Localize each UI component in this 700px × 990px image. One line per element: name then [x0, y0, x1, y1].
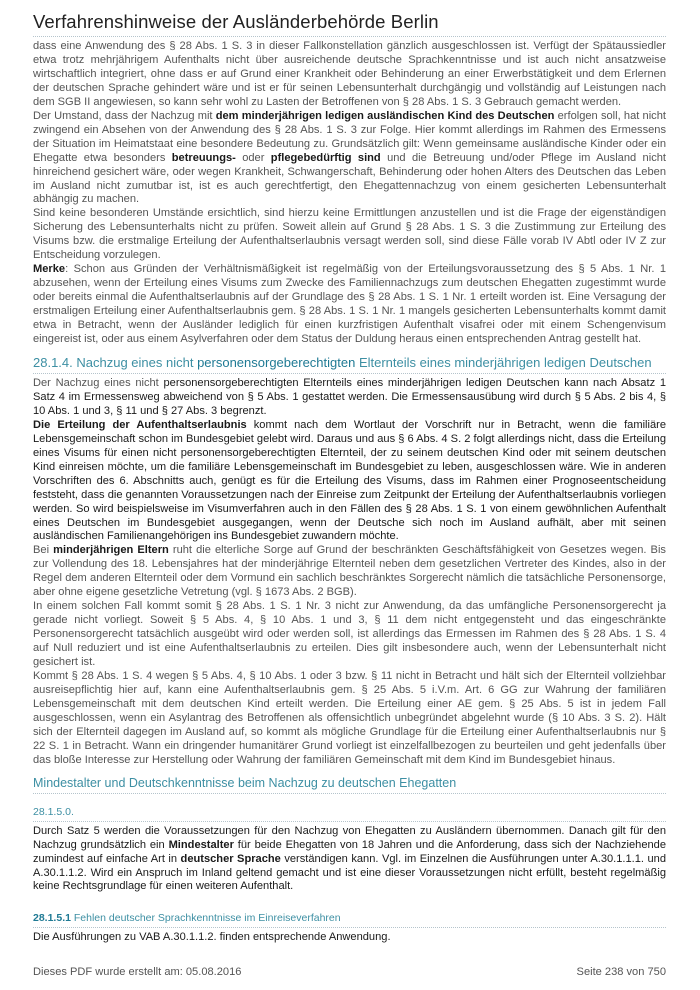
paragraph-minderjaehrige-eltern: [33, 544, 666, 600]
paragraph-kommt-28: Kommt § 28 Abs. 1 S. 4 wegen § 5 Abs. 4, § 10 Abs. 1 oder 3 bzw. § 11 nicht in Betracht und hält sich der Elternteil vollziehbar ausreisepflichtig hier auf, kann eine Aufenthaltserlaubnis gem. § 25 Abs. 5 i.V.m. Art. 6 GG zur Wahrung der familiären Lebensgemeinschaft mit dem deutschen Kind erteilt werden. Die Erteilung einer AE gem. § 25 Abs. 5 ist in jedem Fall ausgeschlossen, wenn ein Asylantrag des Betroffenen als offensichtlich unbegründet abgelehnt wurde (§ 10 Abs. 3 S. 2). Hält sich der Elternteil dagegen im Ausland auf, so kommt als mögliche Grundlage für die Erteilung einer Aufenthaltserlaubnis nur § 22 S. 1 in Betracht. Wann ein dringender humanitärer Grund vorliegt ist einzelfallbezogen zu beurteilen und geht jedenfalls über das bloße Interesse zur Herstellung oder Wahrung der familiären Gemeinschaft mit dem Kind im Bundesgebiet hinaus.: [33, 669, 666, 766]
paragraph-erteilung: [33, 419, 666, 545]
heading-accent-text: personensorgeberechtigten: [197, 354, 356, 370]
heading-text: Elternteils eines minderjährigen ledigen Deutschen: [355, 354, 652, 370]
text-run: verständigen kann. Vgl. im Einzelnen die Ausführungen unter A.30.1.1.1. und A.30.1.1.2. Wird ein Anspruch im Inland geltend gemacht und ist eine dieser Voraussetzungen nicht erfüllt, besteht regelmäßig keine Rechtsgrundlage für einen weiteren Aufenthalt.: [33, 852, 666, 893]
text-run: : Schon aus Gründen der Verhältnismäßigkeit ist regelmäßig von der Erteilungsvoraussetzung des § 5 Abs. 1 Nr. 1 abzusehen, wenn der Erteilung eines Visums zum Zwecke des Familiennachzugs zum deutschen Ehegatten zugestimmt wurde oder bereits einmal die Aufenthaltserlaubnis auf der Grundlage des § 28 Abs. 1 S. 1 Nr. 1 erteilt worden ist. Eine Versagung der erstmaligen Erteilung einer Aufenthaltserlaubnis gem. § 28 Abs. 1 S. 1 Nr. 1 mangels gesicherten Lebensunterhalts kommt damit etwa in Betracht, wenn der Ausländer lediglich für einen kurzfristigen Aufenthalt visafrei oder mit einem Schengenvisum eingereist ist, oder aus einem Asylverfahren oder dem Status der Duldung heraus einen entsprechenden Antrag gestellt hat.: [33, 263, 666, 346]
footer-created-date: Dieses PDF wurde erstellt am: 05.08.2016: [33, 966, 242, 978]
section-heading-28-1-4: [33, 355, 666, 371]
paragraph-keine-umstaende: Sind keine besonderen Umstände ersichtlich, sind hierzu keine Ermittlungen anzustellen und ist die Frage der eigenständigen Sicherung des Lebensunterhalts nicht zu prüfen. Soweit allein auf Grund § 28 Abs. 1 S. 3 die Zustimmung zur Erteilung des Visums bzw. die erstmalige Erteilung der Aufenthaltserlaubnis versagt werden soll, sind diese Fälle vorab IV Abtl oder IV Z zur Entscheidung vorzulegen.: [33, 207, 666, 262]
bold-text: Merke: [33, 263, 66, 276]
text-run: Bei: [33, 544, 54, 557]
text-run: und die Betreuung und/oder Pflege im Ausland nicht hinreichend gesichert wäre, oder wegen Krankheit, Schwangerschaft, Behinderung oder hohen Alters des Deutschen das Leben im Ausland nicht zumutbar ist, ist es auch gerechtfertigt, den Ehegattennachzug von einem gesicherten Lebensunterhalt abhängig zu machen.: [33, 151, 666, 206]
title-divider: [33, 36, 666, 37]
section-heading-mindestalter: Mindestalter und Deutschkenntnisse beim Nachzug zu deutschen Ehegatten: [33, 775, 457, 790]
bold-text: dem minderjährigen ledigen ausländischen Kind des Deutschen: [215, 109, 555, 122]
bold-text: minderjährigen Eltern: [53, 544, 169, 557]
bold-text: Die Erteilung der Aufenthaltserlaubnis: [33, 418, 247, 431]
heading-text: Fehlen deutscher Sprachkenntnisse im Einreiseverfahren: [70, 912, 341, 925]
paragraph-merke: [33, 263, 666, 347]
bold-text: deutscher Sprache: [180, 852, 281, 865]
paragraph-mindestalter: [33, 825, 666, 895]
paragraph-2814-intro: [33, 377, 666, 419]
heading-divider: [33, 821, 666, 822]
heading-divider: [33, 373, 666, 374]
bold-text: betreuungs-: [171, 151, 236, 164]
text-run: Der Nachzug eines nicht: [33, 376, 164, 389]
paragraph-spaetaussiedler: dass eine Anwendung des § 28 Abs. 1 S. 3 in dieser Fallkonstellation gänzlich ausgeschlossen ist. Verfügt der Spätaussiedler etwa trotz mehrjährigem Aufenthalts nicht über ausreichende deutsche Sprachkenntnisse und ist auch nicht ansatzweise wirtschaftlich integriert, ohne dass er auf Grund einer Krankheit oder Behinderung an einer Erwerbstätigkeit und dem Erlernen der deutschen Sprache gehindert wäre und ist er für seinen Lebensunterhalt durchgängig und vollständig auf Leistungen nach dem SGB II angewiesen, so kann sehr wohl zu Lasten der Betroffenen von § 28 Abs. 1 S. 3 Gebrauch gemacht werden.: [33, 40, 666, 108]
text-run: erfolgen soll, hat nicht zwingend ein Absehen von der Anwendung des § 28 Abs. 1 S. 3 zur Folge. Hier kommt allerdings im Rahmen des Ermessens der Situation im Heimatstaat eine besondere Bedeutung zu. Grundsätzlich gilt: Wenn gemeinsame ausländische Kinder oder ein Ehegatte etwa besonders: [33, 109, 666, 164]
paragraph-nachzug-kind: [33, 110, 666, 208]
heading-divider: [33, 927, 666, 928]
text-run: oder: [235, 151, 271, 164]
page-title: Verfahrenshinweise der Ausländerbehörde Berlin: [33, 11, 439, 32]
heading-divider: [33, 793, 666, 794]
subsection-heading-28-1-5-1: [33, 912, 666, 925]
bold-text: Mindestalter: [168, 838, 234, 851]
text-run: kommt nach dem Wortlaut der Vorschrift nur in Betracht, wenn die familiäre Lebensgemeinschaft schon im Bundesgebiet gelebt wird. Daraus und aus § 6 Abs. 4 S. 2 folgt allerdings nicht, dass die Erteilung eines Visums für einen nicht personensorgeberechtigten Elternteil, der zu seinem deutschen Kind oder mit seinem deutschen Kind einreisen möchte, um die familiäre Lebensgemeinschaft im Bundesgebiet zu leben, ausgeschlossen wäre. Wie in anderen Vorschriften des 6. Abschnitts auch, genügt es für die Erteilung des Visums, dass im Rahmen einer Prognoseentscheidung feststeht, dass die genannten Voraussetzungen nach der Einreise zum Zeitpunkt der Erteilung der Aufenthaltserlaubnis vorliegen werden. So wird beispielsweise im Visumverfahren auch in den Fällen des § 28 Abs. 1 S. 1 von einem gewöhnlichen Aufenthalt eines Deutschen im Bundesgebiet ausgegangen, wenn der Deutsche sich noch im Ausland aufhält, aber mit seinen ausländischen Familienangehörigen ins Bundesgebiet zuwandern möchte.: [33, 418, 666, 543]
text-run: ruht die elterliche Sorge auf Grund der beschränkten Geschäftsfähigkeit von Gesetzes wegen. Bis zur Vollendung des 18. Lebensjahres hat der minderjährige Elternteil neben dem gesetzlichen Vertreter des Kindes, also in der Regel dem anderen Elternteil oder dem Vormund ein sachlich beschränktes Sorgerecht nämlich die tatsächliche Personensorge, aber ohne eigene gesetzliche Vetretung (vgl. § 1673 Abs. 2 BGB).: [33, 544, 666, 599]
subsection-number-28-1-5-0: 28.1.5.0.: [33, 805, 74, 818]
document-body: [33, 40, 666, 945]
bold-text: pflegebedürftig sind: [270, 151, 381, 164]
paragraph-sprachkenntnisse: Die Ausführungen zu VAB A.30.1.1.2. finden entsprechende Anwendung.: [33, 931, 391, 944]
text-run: für beide Ehegatten von 18 Jahren und die Anforderung, dass sich der Nachziehende zumindest auf einfache Art in: [33, 838, 666, 865]
subsection-number: 28.1.5.1: [33, 912, 71, 925]
heading-text: 28.1.4. Nachzug eines nicht: [33, 354, 198, 370]
text-run: Der Umstand, dass der Nachzug mit: [33, 109, 216, 122]
text-run-dark: personensorgeberechtigten Elternteils eines minderjährigen ledigen Deutschen kann nach Absatz 1 Satz 4 im Ermessensweg abweichend von § 5 Abs. 1 gestattet werden. Die Ermessensausübung wird durch § 5 Abs. 2 bis 4, § 10 Abs. 1 und 3, § 11 und § 27 Abs. 3 begrenzt.: [33, 376, 666, 417]
text-run: Durch Satz 5 werden die Voraussetzungen für den Nachzug von Ehegatten zu Ausländern übernommen. Danach gilt für den Nachzug grundsätzlich ein: [33, 824, 666, 851]
footer-page-number: Seite 238 von 750: [576, 966, 666, 978]
paragraph-solcher-fall: In einem solchen Fall kommt somit § 28 Abs. 1 S. 1 Nr. 3 nicht zur Anwendung, da das umfängliche Personensorgerecht ja gerade nicht vorliegt. Soweit § 5 Abs. 4, § 10 Abs. 1 und 3, § 11 dem nicht entgegensteht und das eingeschränkte Personensorgerecht tatsächlich ausgeübt wird oder werden soll, ist allerdings das Ermessen im Rahmen des § 28 Abs. 1 S. 4 auf Null reduziert und ist eine Aufenthaltserlaubnis zu erteilen. Dies gilt insbesondere auch, wenn der Lebensunterhalt nicht gesichert ist.: [33, 600, 666, 669]
